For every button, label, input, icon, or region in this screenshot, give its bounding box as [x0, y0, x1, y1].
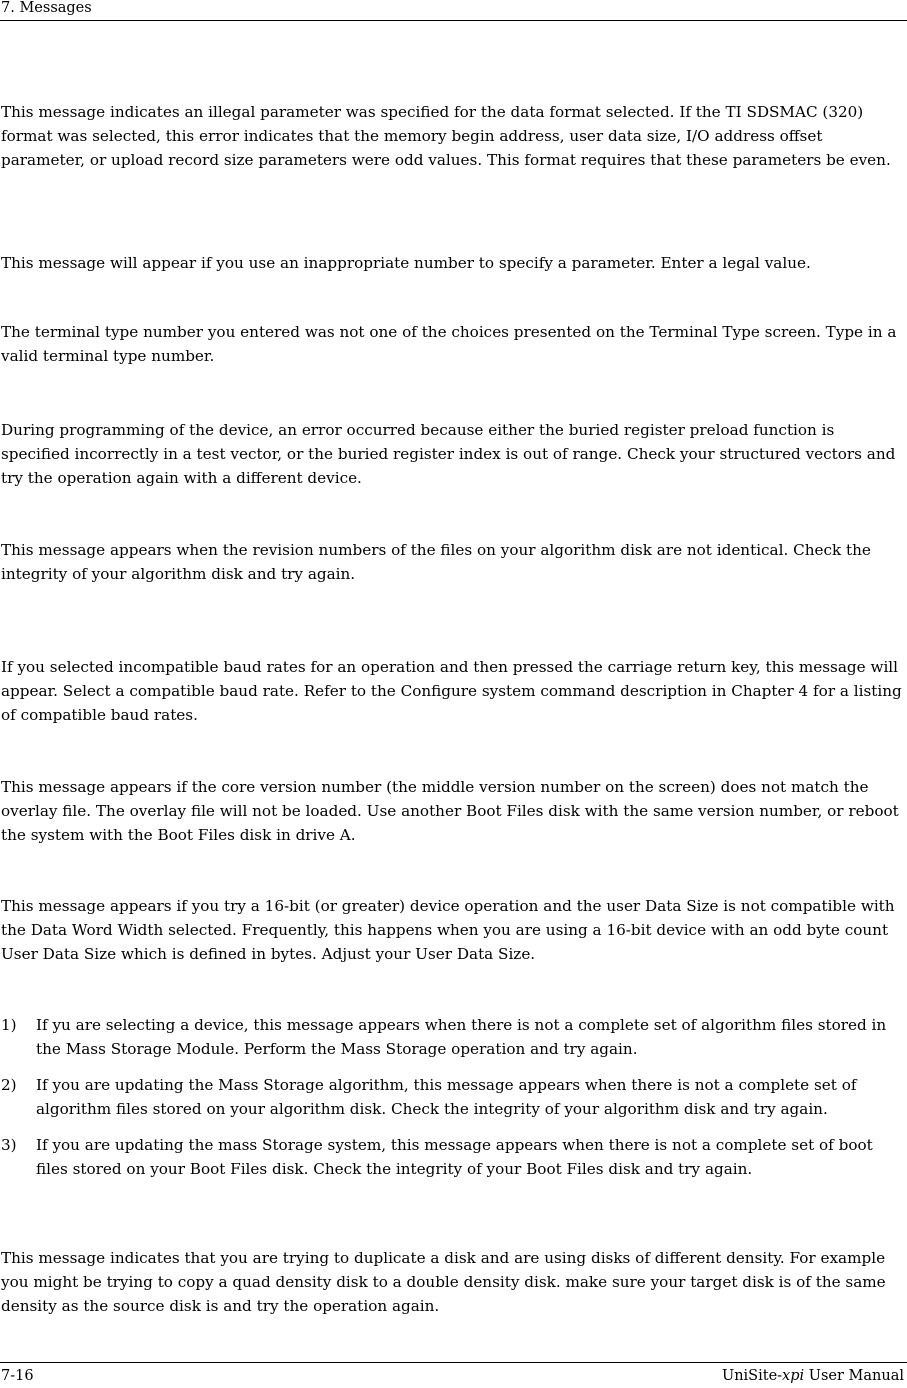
list-item — [1, 1013, 903, 1061]
manual-name — [722, 1367, 904, 1385]
list-item-text: If yu are selecting a device, this message appears when there is not a complete set of algorithm files stored in the Mass Storage Module. Perform the Mass Storage operation and try again. — [36, 1016, 887, 1058]
list-item-text: If you are updating the mass Storage system, this message appears when there is not a complete set of boot files stored on your Boot Files disk. Check the integrity of your Boot Files disk and try again. — [36, 1136, 873, 1178]
page-number: 7-16 — [1, 1368, 34, 1384]
message-paragraph-core-version: This message appears if the core version number (the middle version number on the screen) does not match the overlay file. The overlay file will not be loaded. Use another Boot Files disk with the same version number, or reboot the system with the Boot Files disk in drive A. — [1, 778, 899, 844]
message-paragraph-revision-numbers: This message appears when the revision numbers of the files on your algorithm disk are not identical. Check the integrity of your algorithm disk and try again. — [1, 541, 871, 583]
manual-name-italic: xpi — [782, 1368, 805, 1384]
page-footer — [0, 1362, 907, 1388]
message-paragraph-illegal-parameter: This message indicates an illegal parameter was specified for the data format selected. If the TI SDSMAC (320) format was selected, this error indicates that the memory begin address, user data size, I/O address offset parameter, or upload record size parameters were odd values. This format requires that these parameters be even. — [1, 103, 891, 169]
manual-name-prefix: UniSite- — [721, 1368, 783, 1384]
list-item-text: If you are updating the Mass Storage algorithm, this message appears when there is not a complete set of algorithm files stored on your algorithm disk. Check the integrity of your algorithm disk and try again. — [36, 1076, 857, 1118]
message-paragraph-data-size: This message appears if you try a 16-bit (or greater) device operation and the user Data Size is not compatible with the Data Word Width selected. Frequently, this happens when you are using a 16-bit device with an odd byte count User Data Size which is defined in bytes. Adjust your User Data Size. — [1, 897, 895, 963]
numbered-list — [1, 1013, 903, 1193]
chapter-title: 7. Messages — [1, 0, 92, 16]
page-header — [0, 0, 907, 21]
message-paragraph-baud-rates: If you selected incompatible baud rates for an operation and then pressed the carriage return key, this message will appear. Select a compatible baud rate. Refer to the Configure system command description in Chapter 4 for a listing of compatible baud rates. — [1, 658, 902, 724]
list-item-number: 2) — [1, 1076, 17, 1094]
list-item — [1, 1133, 903, 1181]
list-item-number: 3) — [1, 1136, 17, 1154]
list-item-number: 1) — [1, 1016, 17, 1034]
message-paragraph-inappropriate-number: This message will appear if you use an inappropriate number to specify a parameter. Enter a legal value. — [1, 254, 811, 272]
list-item — [1, 1073, 903, 1121]
message-paragraph-terminal-type: The terminal type number you entered was not one of the choices presented on the Terminal Type screen. Type in a valid terminal type number. — [1, 323, 897, 365]
message-paragraph-buried-register: During programming of the device, an error occurred because either the buried register preload function is specified incorrectly in a test vector, or the buried register index is out of range. Check your structured vectors and try the operation again with a different device. — [1, 421, 896, 487]
message-paragraph-disk-density: This message indicates that you are trying to duplicate a disk and are using disks of different density. For example you might be trying to copy a quad density disk to a double density disk. make sure your target disk is of the same density as the source disk is and try the operation again. — [1, 1249, 886, 1315]
manual-name-suffix: User Manual — [804, 1368, 904, 1384]
